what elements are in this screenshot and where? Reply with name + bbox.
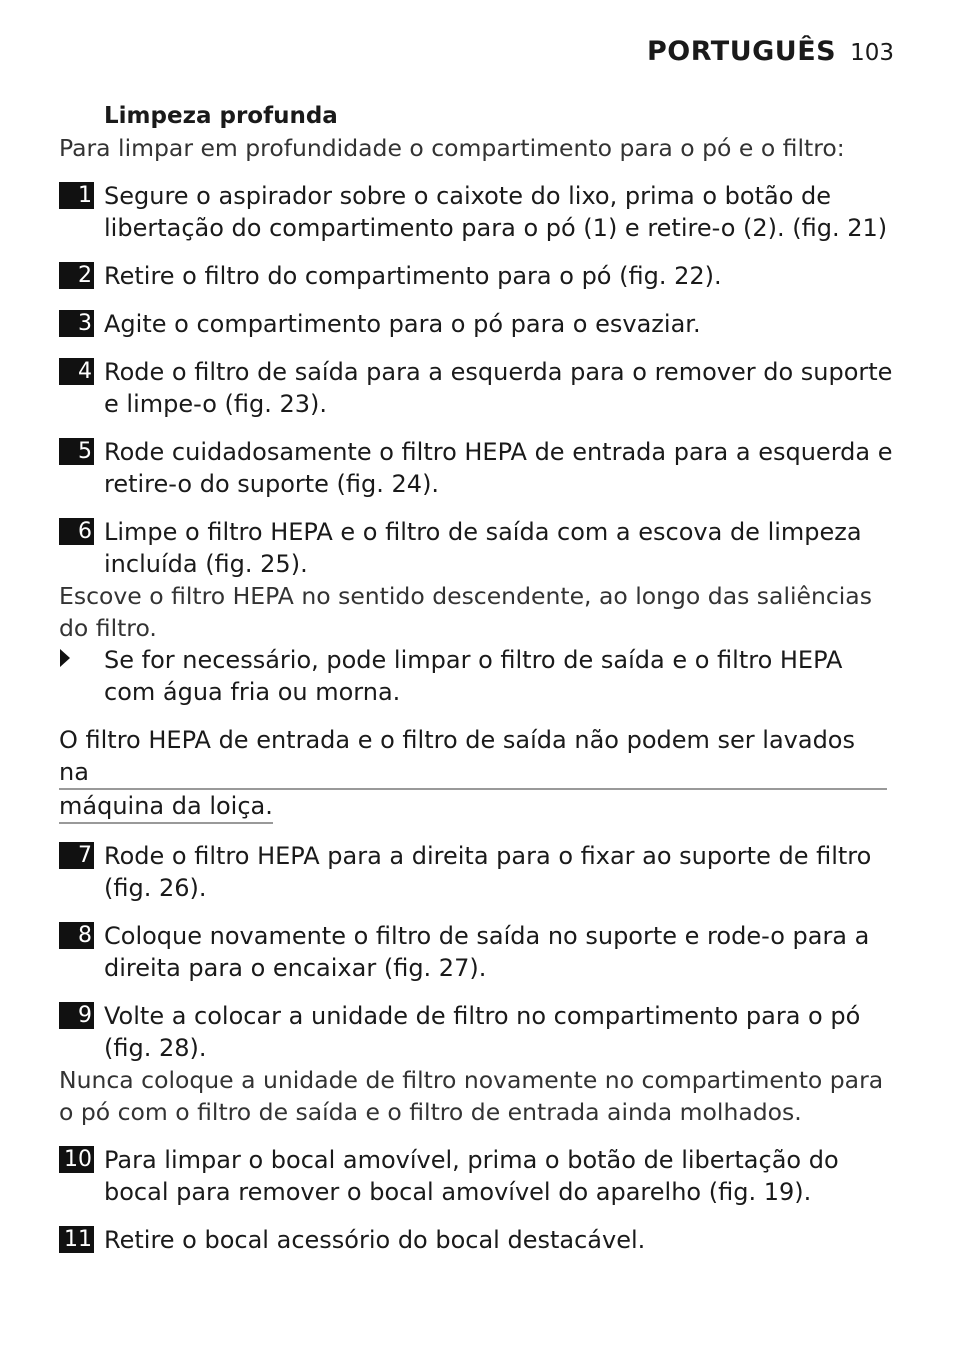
step-text: Rode o filtro HEPA para a direita para o fixar ao suporte de filtro (fig. 26). [104,842,872,902]
step-number: 4 [59,358,94,385]
step-11 [59,1224,894,1256]
warning-line-2: máquina da loiça. [59,790,273,824]
step-text: Retire o bocal acessório do bocal destacável. [104,1226,646,1254]
step-number: 2 [59,262,94,289]
step-number: 8 [59,922,94,949]
step-text: Segure o aspirador sobre o caixote do lixo, prima o botão de libertação do compartimento para o pó (1) e retire-o (2). (fig. 21) [104,182,888,242]
page-number: 103 [850,40,894,66]
info-text-wet: Nunca coloque a unidade de filtro novamente no compartimento para o pó com o filtro de saída e o filtro de entrada ainda molhados. [59,1066,884,1126]
intro-text: Para limpar em profundidade o compartimento para o pó e o filtro: [59,134,845,162]
step-text: Volte a colocar a unidade de filtro no compartimento para o pó (fig. 28). [104,1002,861,1062]
page-content [59,100,894,1256]
step-3 [59,308,894,340]
step-5 [59,436,894,500]
section-heading: Limpeza profunda [104,103,338,129]
step-text: Rode cuidadosamente o filtro HEPA de entrada para a esquerda e retire-o do suporte (fig. 24). [104,438,893,498]
step-number: 10 [59,1146,94,1173]
step-number: 7 [59,842,94,869]
tip-text: Se for necessário, pode limpar o filtro de saída e o filtro HEPA com água fria ou morna. [104,646,843,706]
warning-line-1: O filtro HEPA de entrada e o filtro de saída não podem ser lavados na [59,724,887,790]
step-text: Rode o filtro de saída para a esquerda para o remover do suporte e limpe-o (fig. 23). [104,358,893,418]
step-number: 9 [59,1002,94,1029]
step-2 [59,260,894,292]
page-header [647,36,894,67]
warning-note [59,724,894,824]
info-text-brush: Escove o filtro HEPA no sentido descendente, ao longo das saliências do filtro. [59,582,872,642]
step-text: Limpe o filtro HEPA e o filtro de saída com a escova de limpeza incluída (fig. 25). [104,518,862,578]
step-7 [59,840,894,904]
triangle-bullet-icon [59,644,104,676]
step-text: Retire o filtro do compartimento para o pó (fig. 22). [104,262,722,290]
step-1 [59,180,894,244]
section-title: PORTUGUÊS [646,36,837,67]
step-number: 11 [59,1226,94,1253]
step-number: 1 [59,182,94,209]
step-text: Agite o compartimento para o pó para o esvaziar. [104,310,701,338]
step-number: 3 [59,310,94,337]
step-number: 6 [59,518,94,545]
step-4 [59,356,894,420]
step-10 [59,1144,894,1208]
step-number: 5 [59,438,94,465]
step-9 [59,1000,894,1064]
step-8 [59,920,894,984]
step-text: Para limpar o bocal amovível, prima o botão de libertação do bocal para remover o bocal amovível do aparelho (fig. 19). [104,1146,839,1206]
tip-bullet [59,644,894,708]
step-6 [59,516,894,580]
step-text: Coloque novamente o filtro de saída no suporte e rode-o para a direita para o encaixar (fig. 27). [104,922,870,982]
